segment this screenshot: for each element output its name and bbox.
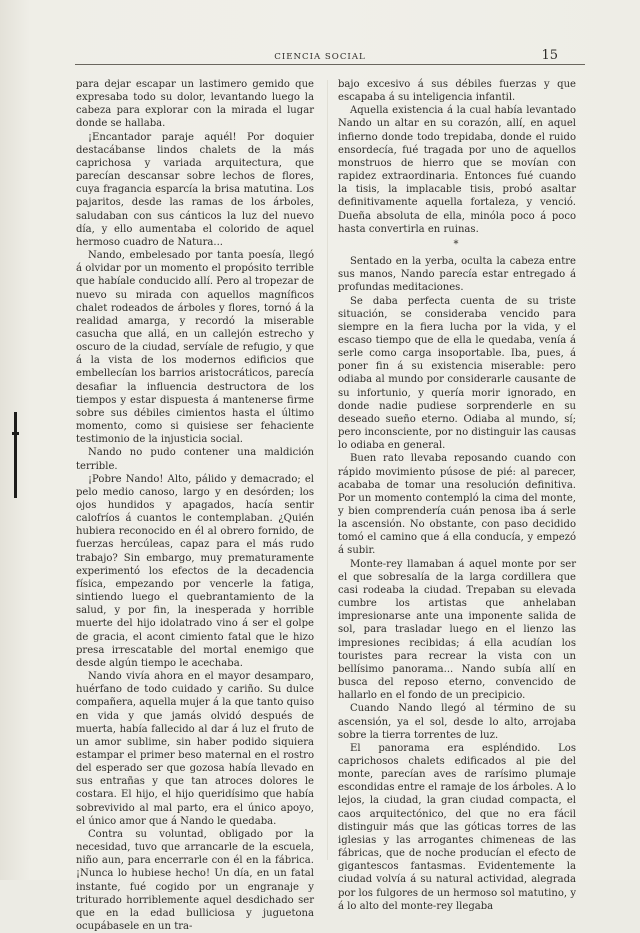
left-column — [76, 78, 314, 933]
right-column — [338, 78, 576, 913]
paragraph: Aquella existencia á la cual había levantado Nando un altar en su corazón, allí, en aquel infierno donde todo trepidaba, donde el ruido ensordecía, fué tragada por uno de aquellos monstruos de hierro que se movían con rapidez extraordinaria. Entonces fué cuando la tisis, la implacable tisis, probó asaltar definitivamente aquella fortaleza, y venció. Dueña absoluta de ella, minóla poco á poco hasta convertirla en ruinas. — [338, 105, 576, 235]
section-separator: * — [453, 238, 461, 250]
paragraph: ¡Encantador paraje aquél! Por doquier destacábanse lindos chalets de la más caprichosa y variada arquitectura, que parecían descansar sobre lechos de flores, cuya fragancia esparcía la brisa matutina. Los pajaritos, desde las ramas de los árboles, saludaban con sus cánticos la luz del nuevo día, y ello aumentaba el colorido de aquel hermoso cuadro de Natura... — [76, 131, 314, 248]
binding-mark — [12, 432, 19, 435]
paragraph: Se daba perfecta cuenta de su triste situación, se consideraba vencido para siempre en la fiera lucha por la vida, y el escaso tiempo que de ella le quedaba, venía á serle como carga insoportable. Iba, pues, á poner fin á su existencia miserable: pero odiaba al mundo por considerarle causante de su infortunio, y quería morir ignorado, en donde nadie pudiese sorprenderle en su deseado sueño eterno. Odiaba al mundo, sí; pero inconsciente, por no distinguir las causas lo odiaba en general. — [338, 295, 576, 452]
paragraph: Monte-rey llamaban á aquel monte por ser el que sobresalía de la larga cordillera que casi rodeaba la ciudad. Trepaban su elevada cumbre los artistas que anhelaban impresionarse ante una imponente salida de sol, para trasladar luego en el lienzo las impresiones recibidas; á ella acudían los touristes para recrear la vista con un bellísimo panorama... Nando subía allí en busca del reposo eterno, convencido de hallarlo en el fondo de un precipicio. — [338, 558, 576, 702]
running-title: CIENCIA SOCIAL — [274, 52, 366, 62]
paragraph: Contra su voluntad, obligado por la necesidad, tuvo que arrancarle de la escuela, niño aun, para encerrarle con él en la fábrica. ¡Nunca lo hubiese hecho! Un día, en un fatal instante, fué cogido por un engranaje y triturado horriblemente aquel desdichado ser que en la edad bulliciosa y juguetona ocupábasele en un tra- — [76, 828, 314, 932]
paragraph: bajo excesivo á sus débiles fuerzas y que escapaba á su inteligencia infantil. — [338, 79, 576, 104]
paragraph: Nando, embelesado por tanta poesía, llegó á olvidar por un momento el propósito terrible que habíale conducido allí. Pero al tropezar de nuevo su mirada con aquellos magníficos chalet rodeados de árboles y flores, tornó á la realidad amarga, y recordó la miserable casucha que allá, en un callejón estrecho y oscuro de la ciudad, servíale de refugio, y que á la vista de los modernos edificios que embellecían los barrios aristocráticos, parecía desafiar la influencia destructora de los tiempos y estar dispuesta á mantenerse firme sobre sus débiles cimientos hasta el último momento, como si quisiese ser fehaciente testimonio de la injusticia social. — [76, 250, 314, 446]
paragraph: Cuando Nando llegó al término de su ascensión, ya el sol, desde lo alto, arrojaba sobre la tierra torrentes de luz. — [338, 703, 576, 741]
paragraph: ¡Pobre Nando! Alto, pálido y demacrado; el pelo medio canoso, largo y en desórden; los ojos hundidos y apagados, hacía sentir calofríos á cuantos le contemplaban. ¿Quién hubiera reconocido en él al obrero fornido, de fuerzas hercúleas, capaz para el más rudo trabajo? Sin embargo, muy prematuramente experimentó los efectos de la decadencia física, empezando por vencerle la fatiga, sintiendo luego el quebrantamiento de la salud, y por fin, la inesperada y horrible muerte del hijo idolatrado vino á ser el golpe de gracia, el acont cimiento fatal que le hizo presa irrescatable del mortal enemigo que desde algún tiempo le acechaba. — [76, 473, 314, 669]
binding-mark — [14, 412, 17, 498]
header-rule — [75, 64, 585, 65]
paragraph: Buen rato llevaba reposando cuando con rápido movimiento púsose de pié: al parecer, acababa de tomar una resolución definitiva. Por un momento contempló la cima del monte, y bien comprendería cuán penosa iba á serle la ascensión. No obstante, con paso decidido tomó el camino que á ella conducía, y empezó á subir. — [338, 453, 576, 557]
paragraph: Nando no pudo contener una maldición terrible. — [76, 447, 314, 472]
page-number: 15 — [541, 48, 558, 63]
paragraph: El panorama era espléndido. Los caprichosos chalets edificados al pie del monte, parecían aves de rarísimo plumaje escondidas entre el ramaje de los árboles. A lo lejos, la ciudad, la gran ciudad compacta, el caos arquitectónico, del que no era fácil distinguir más que las góticas torres de las iglesias y las arrogantes chimeneas de las fábricas, que de noche producían el efecto de gigantescos fantasmas. Evidentemente la ciudad volvía á su natural actividad, alegrada por los fulgores de un hermoso sol matutino, y á lo alto del monte-rey llegaba — [338, 742, 576, 912]
paragraph: para dejar escapar un lastimero gemido que expresaba todo su dolor, levantando luego la cabeza para explorar con la mirada el lugar donde se hallaba. — [76, 79, 314, 130]
paragraph: Nando vivía ahora en el mayor desamparo, huérfano de todo cuidado y cariño. Su dulce compañera, aquella mujer á la que tanto quiso en vida y que jamás olvidó después de muerta, había fallecido al dar á luz el fruto de un amor sublime, sin haber podido siquiera estampar el primer beso maternal en el rostro del esperado ser que gozosa había llevado en sus entrañas y que tan atroces dolores le costara. El hijo, el hijo queridísimo que había sobrevivido al mal parto, era el único apoyo, el único amor que á Nando le quedaba. — [76, 671, 314, 827]
column-gutter — [327, 80, 328, 860]
paragraph: Sentado en la yerba, oculta la cabeza entre sus manos, Nando parecía estar entregado á profundas meditaciones. — [338, 256, 576, 294]
